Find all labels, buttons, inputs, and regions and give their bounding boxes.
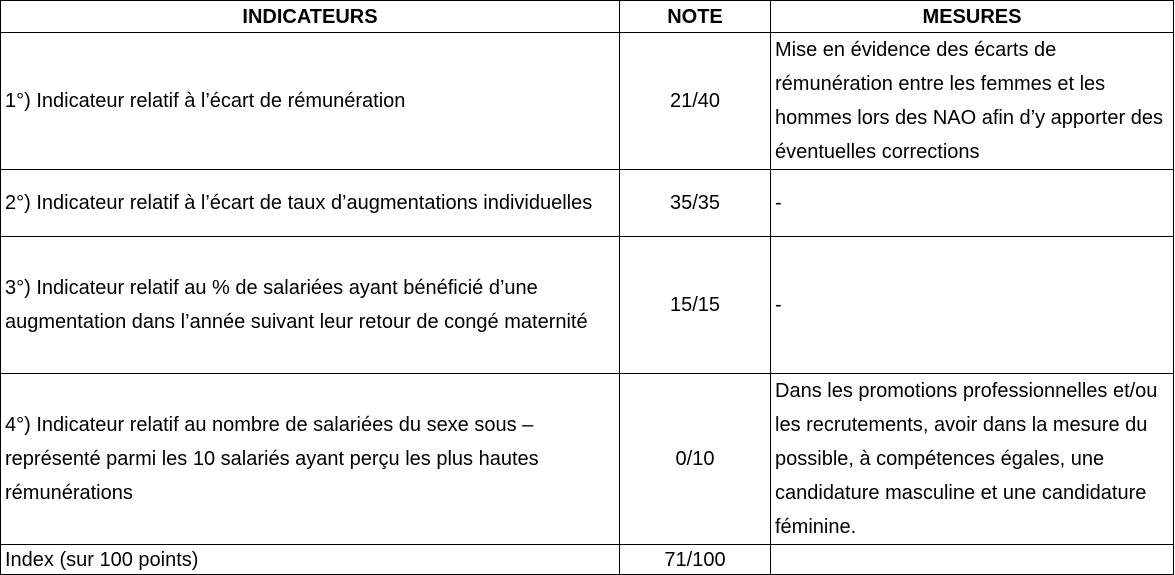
index-total-row bbox=[1, 545, 1174, 575]
index-note-cell: 71/100 bbox=[620, 545, 771, 575]
indicateur-cell: 4°) Indicateur relatif au nombre de salariées du sexe sous – représenté parmi les 10 salariés ayant perçu les plus hautes rémunérations bbox=[1, 374, 620, 545]
header-note: NOTE bbox=[620, 1, 771, 33]
note-cell: 21/40 bbox=[620, 33, 771, 170]
table-row bbox=[1, 237, 1174, 374]
header-row bbox=[1, 1, 1174, 33]
mesure-cell: - bbox=[771, 237, 1174, 374]
note-cell: 0/10 bbox=[620, 374, 771, 545]
mesure-cell: - bbox=[771, 170, 1174, 237]
indicateur-cell: 1°) Indicateur relatif à l’écart de rémunération bbox=[1, 33, 620, 170]
header-mesures: MESURES bbox=[771, 1, 1174, 33]
mesure-cell: Dans les promotions professionnelles et/ou les recrutements, avoir dans la mesure du possible, à compétences égales, une candidature masculine et une candidature féminine. bbox=[771, 374, 1174, 545]
note-cell: 35/35 bbox=[620, 170, 771, 237]
index-label-cell: Index (sur 100 points) bbox=[1, 545, 620, 575]
index-mesure-cell bbox=[771, 545, 1174, 575]
indicateur-cell: 2°) Indicateur relatif à l’écart de taux d’augmentations individuelles bbox=[1, 170, 620, 237]
header-indicateurs: INDICATEURS bbox=[1, 1, 620, 33]
mesure-cell: Mise en évidence des écarts de rémunération entre les femmes et les hommes lors des NAO afin d’y apporter des éventuelles corrections bbox=[771, 33, 1174, 170]
table-row bbox=[1, 374, 1174, 545]
table-row bbox=[1, 170, 1174, 237]
table-row bbox=[1, 33, 1174, 170]
indicateur-cell: 3°) Indicateur relatif au % de salariées ayant bénéficié d’une augmentation dans l’année suivant leur retour de congé maternité bbox=[1, 237, 620, 374]
note-cell: 15/15 bbox=[620, 237, 771, 374]
